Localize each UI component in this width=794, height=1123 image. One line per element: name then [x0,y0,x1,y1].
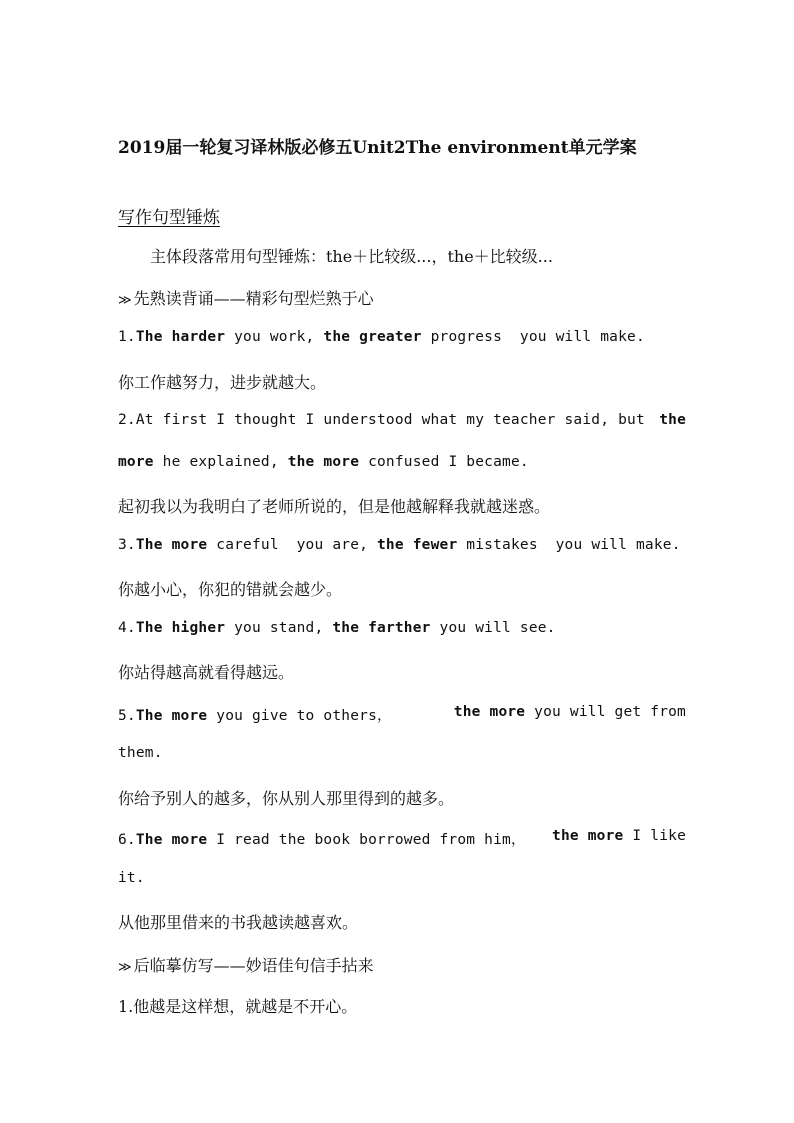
bold-phrase: The more [135,537,208,553]
bold-phrase: the farther [332,620,431,636]
part2-header [118,953,374,976]
bold-phrase: the greater [323,329,422,345]
sentence-3-zh: 你越小心，你犯的错就会越少。 [118,580,343,599]
double-chevron-icon: ≫ [118,960,132,975]
sentence-5-en-line2: them. [118,745,163,761]
sentence-6-zh: 从他那里借来的书我越读越喜欢。 [118,913,359,932]
sentence-number: 1. [118,329,136,345]
part1-title: 先熟读背诵——精彩句型烂熟于心 [133,289,374,308]
bold-phrase: the more [453,704,526,720]
part1-header [118,286,374,309]
bold-phrase: the [659,412,686,428]
bold-phrase: the fewer [377,537,458,553]
sentence-2-zh: 起初我以为我明白了老师所说的，但是他越解释我就越迷惑。 [118,497,551,516]
sentence-1-zh: 你工作越努力，进步就越大。 [118,373,327,392]
section-heading: 写作句型锤炼 [118,208,220,228]
sentence-6-en-line1: 6.The more I read the book borrowed from him， the more I like [118,828,686,848]
double-chevron-icon: ≫ [118,293,132,308]
bold-phrase: The harder [135,329,226,345]
bold-phrase: more [118,454,154,470]
bold-phrase: the more [287,454,360,470]
exercise-1: 1.他越是这样想，就越是不开心。 [118,997,358,1016]
sentence-6-en-line2: it. [118,870,145,886]
intro-line: 主体段落常用句型锤炼：the＋比较级...，the＋比较级... [150,247,553,266]
sentence-4-en: 4.The higher you stand, the farther you will see. [118,620,556,636]
part2-title: 后临摹仿写——妙语佳句信手拈来 [133,956,374,975]
sentence-3-en: 3.The more careful you are, the fewer mistakes you will make. [118,537,681,553]
sentence-2-en-line1: 2.At first I thought I understood what my teacher said, but the [118,412,686,428]
sentence-5-en-line1: 5.The more you give to others， the more you will get from [118,704,686,724]
document-title: 2019届一轮复习译林版必修五Unit2The environment单元学案 [118,138,637,158]
sentence-5-zh: 你给予别人的越多，你从别人那里得到的越多。 [118,789,455,808]
bold-phrase: The higher [135,620,226,636]
sentence-1-en: 1.The harder you work, the greater progress you will make. [118,329,645,345]
bold-phrase: The more [135,708,208,724]
bold-phrase: the more [552,828,624,844]
bold-phrase: The more [135,832,208,848]
sentence-2-en-line2: more he explained, the more confused I became. [118,454,529,470]
sentence-4-zh: 你站得越高就看得越远。 [118,663,295,682]
